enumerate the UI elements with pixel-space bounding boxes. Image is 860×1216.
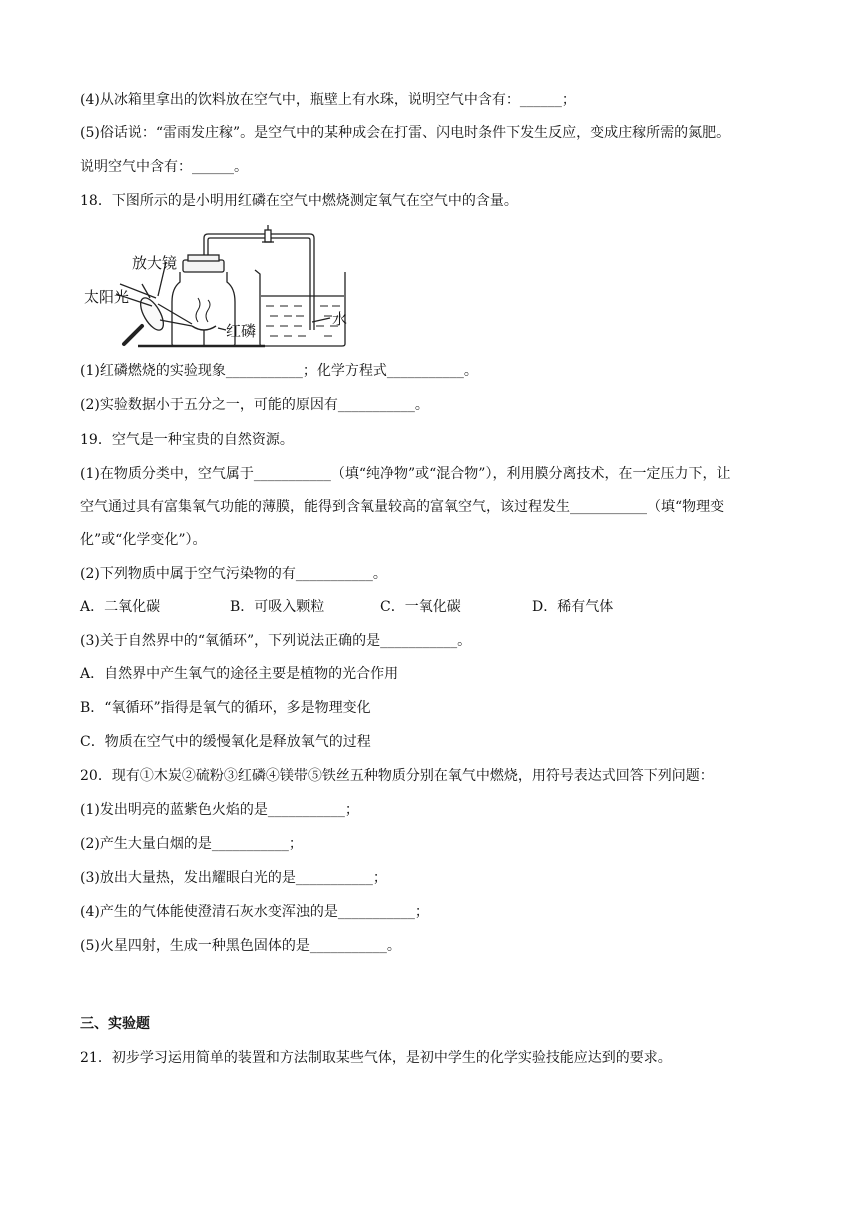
question-17-4: (4)从冰箱里拿出的饮料放在空气中，瓶壁上有水珠，说明空气中含有：______； <box>80 92 576 108</box>
option-c: C．一氧化碳 <box>380 599 461 615</box>
question-17-5-continued: 说明空气中含有：______。 <box>80 159 248 175</box>
label-water: 水 <box>332 311 348 328</box>
label-sunlight: 太阳光 <box>84 289 130 306</box>
question-19-3-option-b: B．“氧循环”指得是氧气的循环，多是物理变化 <box>80 700 371 716</box>
question-18-2: (2)实验数据小于五分之一，可能的原因有___________。 <box>80 397 429 413</box>
section-heading-experiment: 三、实验题 <box>80 1016 150 1032</box>
question-21: 21．初步学习运用简单的装置和方法制取某些气体，是初中学生的化学实验技能应达到的要求。 <box>80 1050 672 1066</box>
question-19-3: (3)关于自然界中的“氧循环”，下列说法正确的是___________。 <box>80 633 472 649</box>
question-19-1-line1: (1)在物质分类中，空气属于___________（填“纯净物”或“混合物”），利用膜分离技术，在一定压力下，让 <box>80 466 731 482</box>
question-20-2: (2)产生大量白烟的是___________； <box>80 836 303 852</box>
question-20-1: (1)发出明亮的蓝紫色火焰的是___________； <box>80 802 359 818</box>
question-19-1-line3: 化”或“化学变化”）。 <box>80 532 207 548</box>
option-b: B．可吸入颗粒 <box>230 599 325 615</box>
question-19-3-option-a: A．自然界中产生氧气的途径主要是植物的光合作用 <box>80 666 399 682</box>
label-magnifier: 放大镜 <box>132 255 178 272</box>
question-18-1: (1)红磷燃烧的实验现象___________；化学方程式___________。 <box>80 363 478 379</box>
question-20-4: (4)产生的气体能使澄清石灰水变浑浊的是___________； <box>80 904 429 920</box>
option-a: A．二氧化碳 <box>80 599 161 615</box>
apparatus-diagram <box>80 222 355 352</box>
question-19-1-line2: 空气通过具有富集氧气功能的薄膜，能得到含氧量较高的富氧空气，该过程发生___________（填“物理变 <box>80 499 725 515</box>
question-17-5: (5)俗话说：“雷雨发庄稼”。是空气中的某种成会在打雷、闪电时条件下发生反应，变成庄稼所需的氮肥。 <box>80 125 731 141</box>
label-red-phosphorus: 红磷 <box>226 323 257 340</box>
question-19-2: (2)下列物质中属于空气污染物的有___________。 <box>80 566 387 582</box>
red-phosphorus-apparatus-figure <box>80 222 355 352</box>
option-d: D．稀有气体 <box>532 599 614 615</box>
question-19-3-option-c: C．物质在空气中的缓慢氧化是释放氧气的过程 <box>80 734 371 750</box>
question-20: 20．现有①木炭②硫粉③红磷④镁带⑤铁丝五种物质分别在氧气中燃烧，用符号表达式回答下列问题： <box>80 768 714 784</box>
question-19: 19．空气是一种宝贵的自然资源。 <box>80 432 294 448</box>
question-20-3: (3)放出大量热，发出耀眼白光的是___________； <box>80 870 387 886</box>
question-18: 18．下图所示的是小明用红磷在空气中燃烧测定氧气在空气中的含量。 <box>80 193 518 209</box>
question-20-5: (5)火星四射，生成一种黑色固体的是___________。 <box>80 938 401 954</box>
